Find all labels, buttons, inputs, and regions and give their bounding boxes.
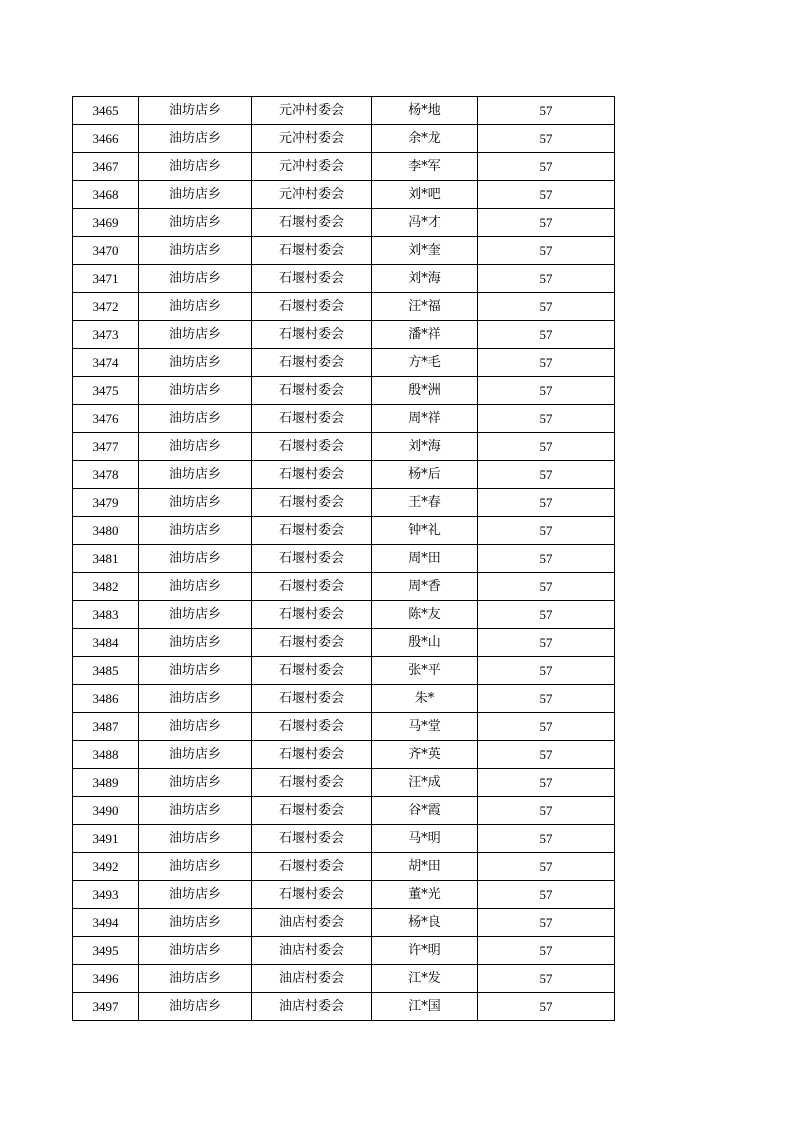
- village-committee-cell: 油店村委会: [252, 993, 372, 1021]
- table-row: [73, 797, 615, 825]
- township-cell: 油坊店乡: [139, 517, 252, 545]
- person-name-cell: 马*堂: [372, 713, 478, 741]
- village-committee-cell: 石堰村委会: [252, 685, 372, 713]
- subsidy-table: [72, 96, 615, 1021]
- table-row: [73, 265, 615, 293]
- person-name-cell: 杨*地: [372, 97, 478, 125]
- table-row: [73, 377, 615, 405]
- table-row: [73, 433, 615, 461]
- township-cell: 油坊店乡: [139, 181, 252, 209]
- amount-cell: 57: [478, 237, 615, 265]
- person-name-cell: 杨*良: [372, 909, 478, 937]
- row-number-cell: 3473: [73, 321, 139, 349]
- row-number-cell: 3486: [73, 685, 139, 713]
- village-committee-cell: 石堰村委会: [252, 881, 372, 909]
- amount-cell: 57: [478, 489, 615, 517]
- person-name-cell: 汪*成: [372, 769, 478, 797]
- table-row: [73, 461, 615, 489]
- row-number-cell: 3475: [73, 377, 139, 405]
- table-row: [73, 349, 615, 377]
- table-row: [73, 237, 615, 265]
- table-row: [73, 573, 615, 601]
- amount-cell: 57: [478, 433, 615, 461]
- township-cell: 油坊店乡: [139, 293, 252, 321]
- row-number-cell: 3477: [73, 433, 139, 461]
- table-row: [73, 321, 615, 349]
- table-row: [73, 601, 615, 629]
- amount-cell: 57: [478, 97, 615, 125]
- person-name-cell: 刘*奎: [372, 237, 478, 265]
- person-name-cell: 余*龙: [372, 125, 478, 153]
- village-committee-cell: 石堰村委会: [252, 237, 372, 265]
- township-cell: 油坊店乡: [139, 601, 252, 629]
- table-row: [73, 405, 615, 433]
- amount-cell: 57: [478, 769, 615, 797]
- person-name-cell: 杨*后: [372, 461, 478, 489]
- row-number-cell: 3478: [73, 461, 139, 489]
- row-number-cell: 3476: [73, 405, 139, 433]
- row-number-cell: 3484: [73, 629, 139, 657]
- row-number-cell: 3497: [73, 993, 139, 1021]
- township-cell: 油坊店乡: [139, 125, 252, 153]
- village-committee-cell: 元冲村委会: [252, 97, 372, 125]
- township-cell: 油坊店乡: [139, 349, 252, 377]
- township-cell: 油坊店乡: [139, 937, 252, 965]
- village-committee-cell: 石堰村委会: [252, 629, 372, 657]
- township-cell: 油坊店乡: [139, 377, 252, 405]
- township-cell: 油坊店乡: [139, 153, 252, 181]
- person-name-cell: 江*国: [372, 993, 478, 1021]
- amount-cell: 57: [478, 797, 615, 825]
- row-number-cell: 3468: [73, 181, 139, 209]
- township-cell: 油坊店乡: [139, 825, 252, 853]
- person-name-cell: 谷*霞: [372, 797, 478, 825]
- township-cell: 油坊店乡: [139, 489, 252, 517]
- township-cell: 油坊店乡: [139, 265, 252, 293]
- village-committee-cell: 石堰村委会: [252, 209, 372, 237]
- amount-cell: 57: [478, 629, 615, 657]
- village-committee-cell: 石堰村委会: [252, 349, 372, 377]
- village-committee-cell: 石堰村委会: [252, 405, 372, 433]
- row-number-cell: 3482: [73, 573, 139, 601]
- amount-cell: 57: [478, 909, 615, 937]
- row-number-cell: 3483: [73, 601, 139, 629]
- table-row: [73, 853, 615, 881]
- table-row: [73, 881, 615, 909]
- person-name-cell: 齐*英: [372, 741, 478, 769]
- village-committee-cell: 石堰村委会: [252, 657, 372, 685]
- row-number-cell: 3481: [73, 545, 139, 573]
- village-committee-cell: 石堰村委会: [252, 293, 372, 321]
- table-row: [73, 993, 615, 1021]
- row-number-cell: 3469: [73, 209, 139, 237]
- table-row: [73, 657, 615, 685]
- person-name-cell: 汪*福: [372, 293, 478, 321]
- table-row: [73, 713, 615, 741]
- person-name-cell: 钟*礼: [372, 517, 478, 545]
- person-name-cell: 周*香: [372, 573, 478, 601]
- amount-cell: 57: [478, 965, 615, 993]
- table-row: [73, 937, 615, 965]
- village-committee-cell: 元冲村委会: [252, 125, 372, 153]
- amount-cell: 57: [478, 321, 615, 349]
- township-cell: 油坊店乡: [139, 209, 252, 237]
- township-cell: 油坊店乡: [139, 741, 252, 769]
- amount-cell: 57: [478, 741, 615, 769]
- table-body: [73, 97, 615, 1021]
- amount-cell: 57: [478, 125, 615, 153]
- row-number-cell: 3480: [73, 517, 139, 545]
- township-cell: 油坊店乡: [139, 657, 252, 685]
- row-number-cell: 3487: [73, 713, 139, 741]
- row-number-cell: 3479: [73, 489, 139, 517]
- township-cell: 油坊店乡: [139, 853, 252, 881]
- amount-cell: 57: [478, 517, 615, 545]
- person-name-cell: 胡*田: [372, 853, 478, 881]
- table-row: [73, 489, 615, 517]
- village-committee-cell: 石堰村委会: [252, 797, 372, 825]
- township-cell: 油坊店乡: [139, 573, 252, 601]
- amount-cell: 57: [478, 405, 615, 433]
- township-cell: 油坊店乡: [139, 97, 252, 125]
- row-number-cell: 3485: [73, 657, 139, 685]
- village-committee-cell: 石堰村委会: [252, 489, 372, 517]
- village-committee-cell: 石堰村委会: [252, 461, 372, 489]
- row-number-cell: 3467: [73, 153, 139, 181]
- row-number-cell: 3471: [73, 265, 139, 293]
- table-row: [73, 153, 615, 181]
- person-name-cell: 周*田: [372, 545, 478, 573]
- row-number-cell: 3496: [73, 965, 139, 993]
- village-committee-cell: 石堰村委会: [252, 601, 372, 629]
- row-number-cell: 3495: [73, 937, 139, 965]
- table-row: [73, 293, 615, 321]
- row-number-cell: 3472: [73, 293, 139, 321]
- amount-cell: 57: [478, 377, 615, 405]
- village-committee-cell: 石堰村委会: [252, 741, 372, 769]
- village-committee-cell: 石堰村委会: [252, 573, 372, 601]
- township-cell: 油坊店乡: [139, 405, 252, 433]
- amount-cell: 57: [478, 601, 615, 629]
- row-number-cell: 3492: [73, 853, 139, 881]
- amount-cell: 57: [478, 825, 615, 853]
- village-committee-cell: 石堰村委会: [252, 825, 372, 853]
- township-cell: 油坊店乡: [139, 461, 252, 489]
- table-row: [73, 545, 615, 573]
- township-cell: 油坊店乡: [139, 685, 252, 713]
- table-row: [73, 517, 615, 545]
- township-cell: 油坊店乡: [139, 545, 252, 573]
- village-committee-cell: 石堰村委会: [252, 265, 372, 293]
- person-name-cell: 陈*友: [372, 601, 478, 629]
- table-row: [73, 629, 615, 657]
- person-name-cell: 刘*吧: [372, 181, 478, 209]
- village-committee-cell: 油店村委会: [252, 937, 372, 965]
- person-name-cell: 周*祥: [372, 405, 478, 433]
- amount-cell: 57: [478, 293, 615, 321]
- village-committee-cell: 石堰村委会: [252, 433, 372, 461]
- township-cell: 油坊店乡: [139, 629, 252, 657]
- person-name-cell: 殷*洲: [372, 377, 478, 405]
- person-name-cell: 潘*祥: [372, 321, 478, 349]
- table-row: [73, 965, 615, 993]
- township-cell: 油坊店乡: [139, 321, 252, 349]
- row-number-cell: 3474: [73, 349, 139, 377]
- amount-cell: 57: [478, 349, 615, 377]
- village-committee-cell: 石堰村委会: [252, 713, 372, 741]
- amount-cell: 57: [478, 153, 615, 181]
- amount-cell: 57: [478, 937, 615, 965]
- village-committee-cell: 石堰村委会: [252, 321, 372, 349]
- amount-cell: 57: [478, 685, 615, 713]
- person-name-cell: 马*明: [372, 825, 478, 853]
- village-committee-cell: 石堰村委会: [252, 769, 372, 797]
- person-name-cell: 方*毛: [372, 349, 478, 377]
- amount-cell: 57: [478, 573, 615, 601]
- row-number-cell: 3494: [73, 909, 139, 937]
- person-name-cell: 刘*海: [372, 265, 478, 293]
- table-row: [73, 181, 615, 209]
- amount-cell: 57: [478, 545, 615, 573]
- person-name-cell: 冯*才: [372, 209, 478, 237]
- village-committee-cell: 石堰村委会: [252, 853, 372, 881]
- village-committee-cell: 元冲村委会: [252, 153, 372, 181]
- amount-cell: 57: [478, 853, 615, 881]
- village-committee-cell: 油店村委会: [252, 965, 372, 993]
- person-name-cell: 江*发: [372, 965, 478, 993]
- table-row: [73, 741, 615, 769]
- table-row: [73, 909, 615, 937]
- person-name-cell: 朱*: [372, 685, 478, 713]
- table-row: [73, 769, 615, 797]
- amount-cell: 57: [478, 181, 615, 209]
- village-committee-cell: 石堰村委会: [252, 545, 372, 573]
- amount-cell: 57: [478, 713, 615, 741]
- township-cell: 油坊店乡: [139, 881, 252, 909]
- township-cell: 油坊店乡: [139, 769, 252, 797]
- person-name-cell: 董*光: [372, 881, 478, 909]
- person-name-cell: 许*明: [372, 937, 478, 965]
- village-committee-cell: 石堰村委会: [252, 377, 372, 405]
- township-cell: 油坊店乡: [139, 909, 252, 937]
- amount-cell: 57: [478, 461, 615, 489]
- row-number-cell: 3493: [73, 881, 139, 909]
- village-committee-cell: 元冲村委会: [252, 181, 372, 209]
- amount-cell: 57: [478, 881, 615, 909]
- row-number-cell: 3470: [73, 237, 139, 265]
- township-cell: 油坊店乡: [139, 965, 252, 993]
- row-number-cell: 3491: [73, 825, 139, 853]
- township-cell: 油坊店乡: [139, 713, 252, 741]
- township-cell: 油坊店乡: [139, 993, 252, 1021]
- row-number-cell: 3466: [73, 125, 139, 153]
- table-row: [73, 209, 615, 237]
- village-committee-cell: 石堰村委会: [252, 517, 372, 545]
- township-cell: 油坊店乡: [139, 433, 252, 461]
- person-name-cell: 王*春: [372, 489, 478, 517]
- row-number-cell: 3489: [73, 769, 139, 797]
- person-name-cell: 刘*海: [372, 433, 478, 461]
- amount-cell: 57: [478, 265, 615, 293]
- row-number-cell: 3490: [73, 797, 139, 825]
- table-row: [73, 825, 615, 853]
- village-committee-cell: 油店村委会: [252, 909, 372, 937]
- row-number-cell: 3488: [73, 741, 139, 769]
- table-row: [73, 97, 615, 125]
- amount-cell: 57: [478, 209, 615, 237]
- township-cell: 油坊店乡: [139, 797, 252, 825]
- person-name-cell: 李*军: [372, 153, 478, 181]
- person-name-cell: 殷*山: [372, 629, 478, 657]
- table-row: [73, 125, 615, 153]
- row-number-cell: 3465: [73, 97, 139, 125]
- township-cell: 油坊店乡: [139, 237, 252, 265]
- person-name-cell: 张*平: [372, 657, 478, 685]
- amount-cell: 57: [478, 657, 615, 685]
- amount-cell: 57: [478, 993, 615, 1021]
- table-row: [73, 685, 615, 713]
